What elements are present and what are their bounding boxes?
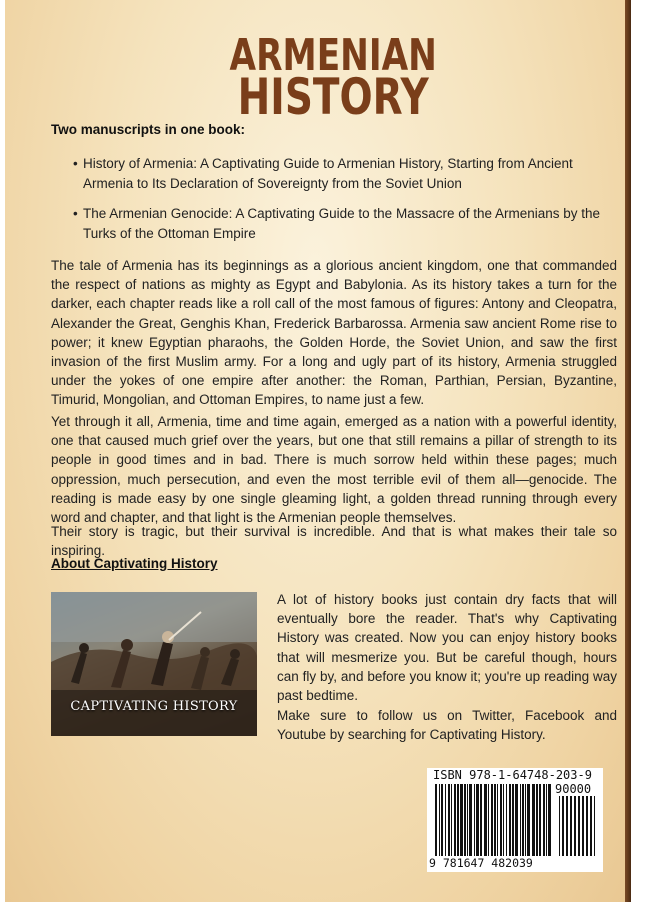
- barcode-bar: [582, 796, 584, 856]
- ean-number: 9 781647 482039: [429, 856, 533, 870]
- barcode-bar: [515, 784, 518, 856]
- barcode-bar: [509, 784, 511, 856]
- barcode-bar: [454, 784, 456, 856]
- barcode-bar: [469, 784, 472, 856]
- about-paragraph: Make sure to follow us on Twitter, Facebook and Youtube by searching for Captivating History.: [277, 708, 617, 743]
- barcode-bar: [543, 784, 545, 856]
- barcode-bar: [586, 796, 588, 856]
- bullet-icon: •: [73, 206, 78, 221]
- manuscript-item: [73, 154, 603, 194]
- battle-painting-image: [51, 592, 257, 736]
- barcode-bar: [448, 784, 450, 856]
- battle-scene-icon: [51, 592, 257, 736]
- barcode-bar: [578, 796, 580, 856]
- description-paragraph: Their story is tragic, but their survival is incredible. And that is what makes their tale so inspiring.: [51, 524, 617, 559]
- image-brand-label: CAPTIVATING HISTORY: [70, 699, 238, 714]
- barcode-bar: [488, 784, 489, 856]
- barcode-bar: [503, 784, 504, 856]
- barcode-bar: [559, 796, 560, 856]
- barcode-bar: [562, 796, 564, 856]
- about-heading: About Captivating History: [51, 556, 218, 571]
- title-line-2: HISTORY: [237, 68, 429, 126]
- isbn-label: ISBN 978-1-64748-203-9: [433, 768, 592, 782]
- barcode-bar: [460, 784, 463, 856]
- barcode-icon: [435, 784, 599, 856]
- barcode-bar: [439, 784, 440, 856]
- barcode-bar: [467, 784, 468, 856]
- barcode-bar: [445, 784, 446, 856]
- barcode-bar: [494, 784, 496, 856]
- manuscript-text: History of Armenia: A Captivating Guide to Armenian History, Starting from Ancient Armenia to Its Declaration of Sovereignty from the Soviet Union: [83, 156, 573, 191]
- barcode-bar: [476, 784, 479, 856]
- barcode-bar: [497, 784, 498, 856]
- about-paragraph: A lot of history books just contain dry facts that will eventually bore the reader. That's why Captivating History was created. Now you can enjoy history books that will mesmerize you. But be careful though, hours can fly by, and before you know it; you're up reading way past bedtime.: [277, 592, 617, 704]
- manuscript-item: [73, 204, 603, 244]
- back-cover: [5, 0, 625, 902]
- barcode-bar: [491, 784, 493, 856]
- bullet-icon: •: [73, 156, 78, 171]
- barcode-box: [427, 768, 603, 872]
- price-code: 90000: [555, 782, 592, 796]
- barcode-bar: [520, 784, 521, 856]
- spine-edge: [625, 0, 631, 902]
- barcode-bar: [546, 784, 547, 856]
- barcode-bar: [474, 784, 475, 856]
- description-paragraph: The tale of Armenia has its beginnings as a glorious ancient kingdom, one that commanded the respect of nations as mighty as Egypt and Babylonia. As its history takes a turn for the darker, each chapter reads like a roll call of the most famous of figures: Antony and Cleopatra, Alexander the Great, Genghis Khan, Frederick Barbarossa. Armenia saw ancient Rome rise to power; it knew Egyptian pharaohs, the Golden Horde, the Soviet Union, and saw the first invasion of the first Muslim army. For a long and ugly part of its history, Armenia struggled under the yokes of one empire after another: the Roman, Parthian, Persian, Byzantine, Timurid, Mongolian, and Ottoman Empires, to name just a few.: [51, 258, 617, 408]
- barcode-bar: [441, 784, 443, 856]
- barcode-bar: [522, 784, 524, 856]
- barcode-bar: [527, 784, 530, 856]
- barcode-bar: [566, 796, 568, 856]
- title-line-1: ARMENIAN: [229, 30, 437, 81]
- barcode-bar: [574, 796, 576, 856]
- barcode-bar: [594, 796, 595, 856]
- barcode-bar: [590, 796, 592, 856]
- barcode-bar: [506, 784, 507, 856]
- intro-heading: Two manuscripts in one book:: [51, 122, 246, 137]
- description-paragraph: Yet through it all, Armenia, time and time again, emerged as a nation with a powerful identity, one that caused much grief over the years, but one that still remains a pillar of strength to its people in good times and in bad. There is much sorrow held within these pages; much oppression, much persecution, and even the most terrible evil of them all—genocide. The reading is made easy by one single gleaming light, a golden thread running through every word and chapter, and that light is the Armenian people themselves.: [51, 414, 617, 526]
- barcode-bar: [570, 796, 572, 856]
- barcode-bar: [539, 784, 541, 856]
- barcode-bar: [536, 784, 538, 856]
- barcode-bar: [480, 784, 482, 856]
- manuscript-text: The Armenian Genocide: A Captivating Guide to the Massacre of the Armenians by the Turks of the Ottoman Empire: [83, 206, 601, 241]
- barcode-bar: [457, 784, 459, 856]
- barcode-bar: [548, 784, 551, 856]
- barcode-bar: [484, 784, 487, 856]
- barcode-bar: [435, 784, 437, 856]
- barcode-bar: [525, 784, 526, 856]
- barcode-bar: [464, 784, 466, 856]
- barcode-bar: [532, 784, 535, 856]
- barcode-bar: [512, 784, 514, 856]
- barcode-bar: [500, 784, 502, 856]
- barcode-bar: [451, 784, 452, 856]
